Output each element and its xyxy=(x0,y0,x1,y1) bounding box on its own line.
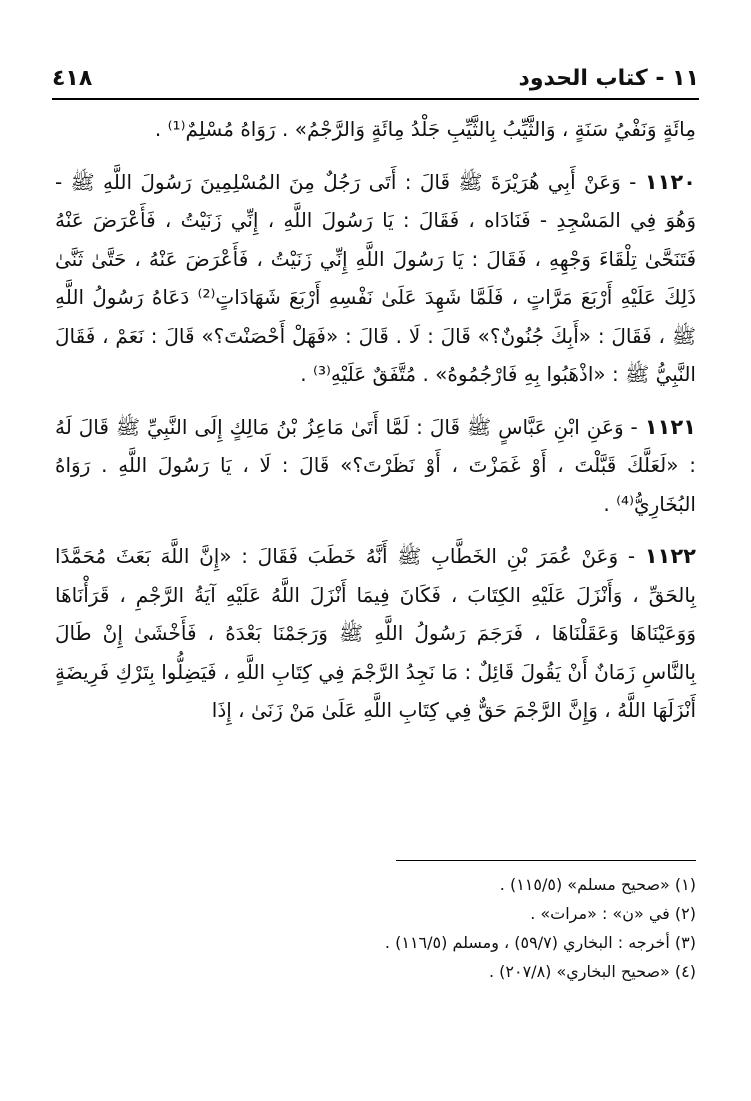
footnote-divider xyxy=(396,860,696,861)
page-number: ٤١٨ xyxy=(52,65,93,91)
hadith-text: - وَعَنِ ابْنِ عَبَّاسٍ ﷺ قَالَ : لَمَّا أَتَىٰ مَاعِزُ بْنُ مَالِكٍ إِلَى النَّبِيِّ ﷺ قَالَ لَهُ : «لَعَلَّكَ قَبَّلْتَ ، أَوْ غَمَزْتَ ، أَوْ نَظَرْتَ؟» قَالَ : لَا ، يَا رَسُولَ اللَّهِ . رَوَاهُ البُخَارِيُّ⁽⁴⁾ . xyxy=(55,414,696,516)
hadith-number: ١١٢٢ xyxy=(644,544,697,568)
footnote-2: (٢) في «ن» : «مرات» . xyxy=(530,904,696,923)
footnote-1: (١) «صحيح مسلم» (١١٥/٥) . xyxy=(499,875,696,894)
hadith-1122 xyxy=(55,537,696,730)
footnotes xyxy=(55,870,696,986)
hadith-text: - وَعَنْ أَبِي هُرَيْرَةَ ﷺ قَالَ : أَتَى رَجُلٌ مِنَ المُسْلِمِينَ رَسُولَ اللَّهِ ﷺ - وَهُوَ فِي المَسْجِدِ - فَنَادَاه ، فَقَالَ : يَا رَسُولَ اللَّهِ ، إِنِّي زَنَيْتُ ، فَأَعْرَضَ عَنْهُ فَتَنَحَّىٰ تِلْقَاءَ وَجْهِهِ ، فَقَالَ : يَا رَسُولَ اللَّهِ إِنِّي زَنَيْتُ ، فَأَعْرَضَ عَنْهُ ، حَتَّىٰ ثَنَّىٰ ذَلِكَ عَلَيْهِ أَرْبَعَ مَرَّاتٍ ، فَلَمَّا شَهِدَ عَلَىٰ نَفْسِهِ أَرْبَعَ شَهَادَاتٍ⁽²⁾ دَعَاهُ رَسُولُ اللَّهِ ﷺ ، فَقَالَ : «أَبِكَ جُنُونٌ؟» قَالَ : لَا . قَالَ : «فَهَلْ أَحْصَنْتَ؟» قَالَ : نَعَمْ ، فَقَالَ النَّبِيُّ ﷺ : «اذْهَبُوا بِهِ فَارْجُمُوهُ» . مُتَّفَقٌ عَلَيْهِ⁽³⁾ . xyxy=(55,169,696,386)
hadith-number: ١١٢١ xyxy=(644,414,697,439)
hadith-number: ١١٢٠ xyxy=(644,169,697,194)
chapter-title: ١١ - كتاب الحدود xyxy=(518,65,699,91)
footnote-3: (٣) أخرجه : البخاري (٥٩/٧) ، ومسلم (١١٦/٥) . xyxy=(384,933,696,952)
footnote-4: (٤) «صحيح البخاري» (٢٠٧/٨) . xyxy=(488,962,696,981)
hadith-1121 xyxy=(55,408,696,524)
hadith-text: - وَعَنْ عُمَرَ بْنِ الخَطَّابِ ﷺ أَنَّهُ خَطَبَ فَقَالَ : «إِنَّ اللَّهَ بَعَثَ مُحَمَّدًا بِالحَقِّ ، وَأَنْزَلَ عَلَيْهِ الكِتَابَ ، فَكَانَ فِيمَا أَنْزَلَ اللَّهُ عَلَيْهِ آيَةُ الرَّجْمِ ، قَرَأْنَاهَا وَوَعَيْنَاهَا وَعَقَلْنَاهَا ، فَرَجَمَ رَسُولُ اللَّهِ ﷺ وَرَجَمْنَا بَعْدَهُ ، فَأَخْشَىٰ إِنْ طَالَ بِالنَّاسِ زَمَانٌ أَنْ يَقُولَ قَائِلٌ : مَا نَجِدُ الرَّجْمَ فِي كِتَابِ اللَّهِ ، فَيَضِلُّوا بِتَرْكِ فَرِيضَةٍ أَنْزَلَهَا اللَّهُ ، وَإِنَّ الرَّجْمَ حَقٌّ فِي كِتَابِ اللَّهِ عَلَىٰ مَنْ زَنَىٰ ، إِذَا xyxy=(55,544,696,722)
page-header xyxy=(52,58,699,98)
main-text xyxy=(55,110,696,730)
paragraph-continuation: مِائَةٍ وَنَفْيُ سَنَةٍ ، وَالثَّيِّبُ بِالثَّيِّبِ جَلْدُ مِائَةٍ وَالرَّجْمُ» . رَوَاهُ مُسْلِمٌ⁽¹⁾ . xyxy=(154,117,696,141)
hadith-1120 xyxy=(55,163,696,394)
header-divider xyxy=(52,98,699,100)
